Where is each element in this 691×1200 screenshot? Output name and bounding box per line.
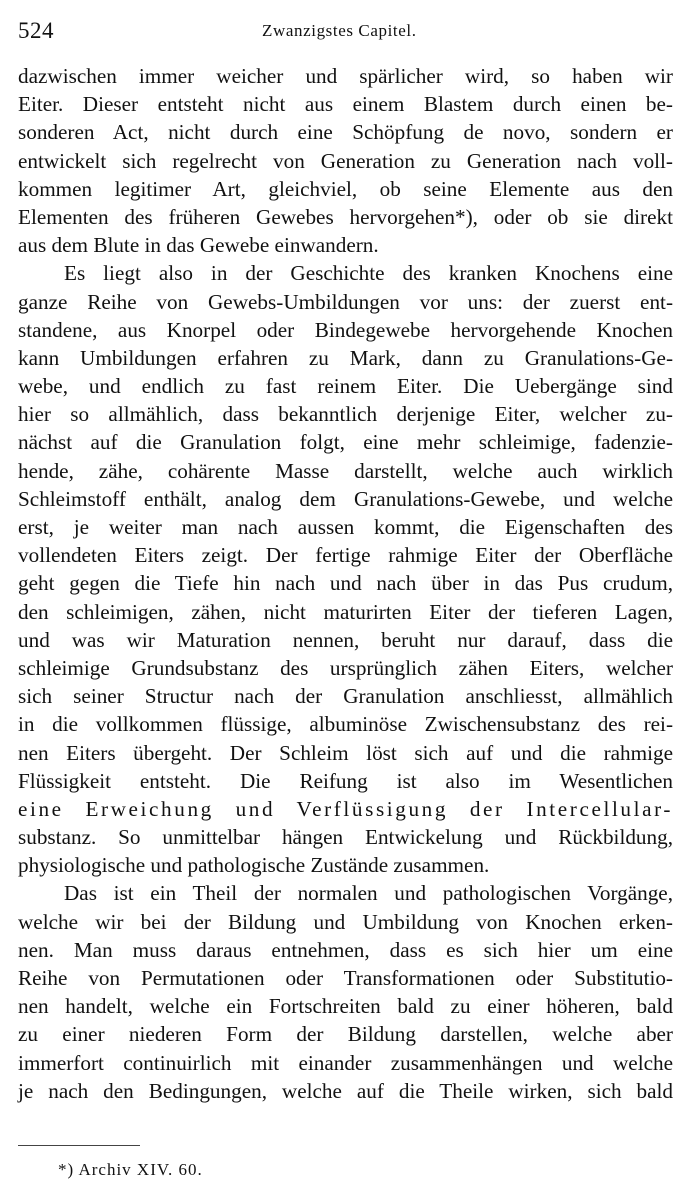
text-line: sich seiner Structur nach der Granulation anschliesst, allmählich bbox=[18, 684, 673, 709]
text-line: Elementen des früheren Gewebes hervorgehen*), oder ob sie direkt bbox=[18, 204, 673, 229]
text-line: dazwischen immer weicher und spärlicher wird, so haben wir bbox=[18, 64, 673, 88]
text-line: den schleimigen, zähen, nicht maturirten Eiter der tieferen Lagen, bbox=[18, 599, 673, 624]
text-line: geht gegen die Tiefe hin nach und nach über in das Pus crudum, bbox=[18, 571, 673, 596]
text-line: sonderen Act, nicht durch eine Schöpfung de novo, sondern er bbox=[18, 120, 673, 145]
text-line: standene, aus Knorpel oder Bindegewebe hervorgehende Knochen bbox=[18, 317, 673, 342]
text-line: nen Eiters übergeht. Der Schleim löst sich auf und die rahmige bbox=[18, 740, 673, 765]
text-line: je nach den Bedingungen, welche auf die Theile wirken, sich bald bbox=[18, 1078, 673, 1103]
text-line: kann Umbildungen erfahren zu Mark, dann zu Granulations-Ge- bbox=[18, 345, 673, 370]
text-line: kommen legitimer Art, gleichviel, ob seine Elemente aus den bbox=[18, 176, 673, 201]
text-line: aus dem Blute in das Gewebe einwandern. bbox=[18, 233, 379, 258]
text-line: nen. Man muss daraus entnehmen, dass es sich hier um eine bbox=[18, 937, 673, 962]
footnote-divider bbox=[18, 1145, 140, 1146]
text-line: nen handelt, welche ein Fortschreiten bald zu einer höheren, bald bbox=[18, 994, 673, 1019]
text-line: entwickelt sich regelrecht von Generation zu Generation nach voll- bbox=[18, 148, 673, 173]
text-line: eine Erweichung und Verflüssigung der Intercellular- bbox=[18, 796, 673, 821]
text-line: immerfort continuirlich mit einander zusammenhängen und welche bbox=[18, 1050, 673, 1075]
text-line: zu einer niederen Form der Bildung darstellen, welche aber bbox=[18, 1022, 673, 1047]
text-line: substanz. So unmittelbar hängen Entwickelung und Rückbildung, bbox=[18, 825, 673, 850]
text-line: vollendeten Eiters zeigt. Der fertige rahmige Eiter der Oberfläche bbox=[18, 543, 673, 568]
page-number: 524 bbox=[18, 18, 54, 43]
text-line: hende, zähe, cohärente Masse darstellt, welche auch wirklich bbox=[18, 458, 673, 483]
text-line: in die vollkommen flüssige, albuminöse Zwischensubstanz des rei- bbox=[18, 712, 673, 737]
text-line: hier so allmählich, dass bekanntlich derjenige Eiter, welcher zu- bbox=[18, 402, 673, 427]
body-text bbox=[18, 62, 673, 1105]
text-line: erst, je weiter man nach aussen kommt, die Eigenschaften des bbox=[18, 515, 673, 539]
text-line: Flüssigkeit entsteht. Die Reifung ist also im Wesentlichen bbox=[18, 768, 673, 793]
text-line: Das ist ein Theil der normalen und pathologischen Vorgänge, bbox=[64, 881, 673, 906]
text-line: physiologische und pathologische Zustände zusammen. bbox=[18, 853, 490, 878]
text-line: welche wir bei der Bildung und Umbildung von Knochen erken- bbox=[18, 909, 673, 934]
footnote: *) Archiv XIV. 60. bbox=[58, 1160, 203, 1179]
text-line: nächst auf die Granulation folgt, eine mehr schleimige, fadenzie- bbox=[18, 430, 673, 455]
text-line: schleimige Grundsubstanz des ursprünglich zähen Eiters, welcher bbox=[18, 655, 673, 680]
text-line: Eiter. Dieser entsteht nicht aus einem Blastem durch einen be- bbox=[18, 92, 673, 117]
text-line: und was wir Maturation nennen, beruht nur darauf, dass die bbox=[18, 627, 673, 652]
running-title: Zwanzigstes Capitel. bbox=[262, 21, 417, 40]
text-line: webe, und endlich zu fast reinem Eiter. Die Uebergänge sind bbox=[18, 374, 673, 399]
text-line: Schleimstoff enthält, analog dem Granulations-Gewebe, und welche bbox=[18, 486, 673, 511]
page-header bbox=[18, 18, 673, 52]
text-line: Reihe von Permutationen oder Transformationen oder Substitutio- bbox=[18, 966, 673, 990]
text-line: ganze Reihe von Gewebs-Umbildungen vor uns: der zuerst ent- bbox=[18, 289, 673, 314]
text-line: Es liegt also in der Geschichte des kranken Knochens eine bbox=[64, 261, 673, 286]
